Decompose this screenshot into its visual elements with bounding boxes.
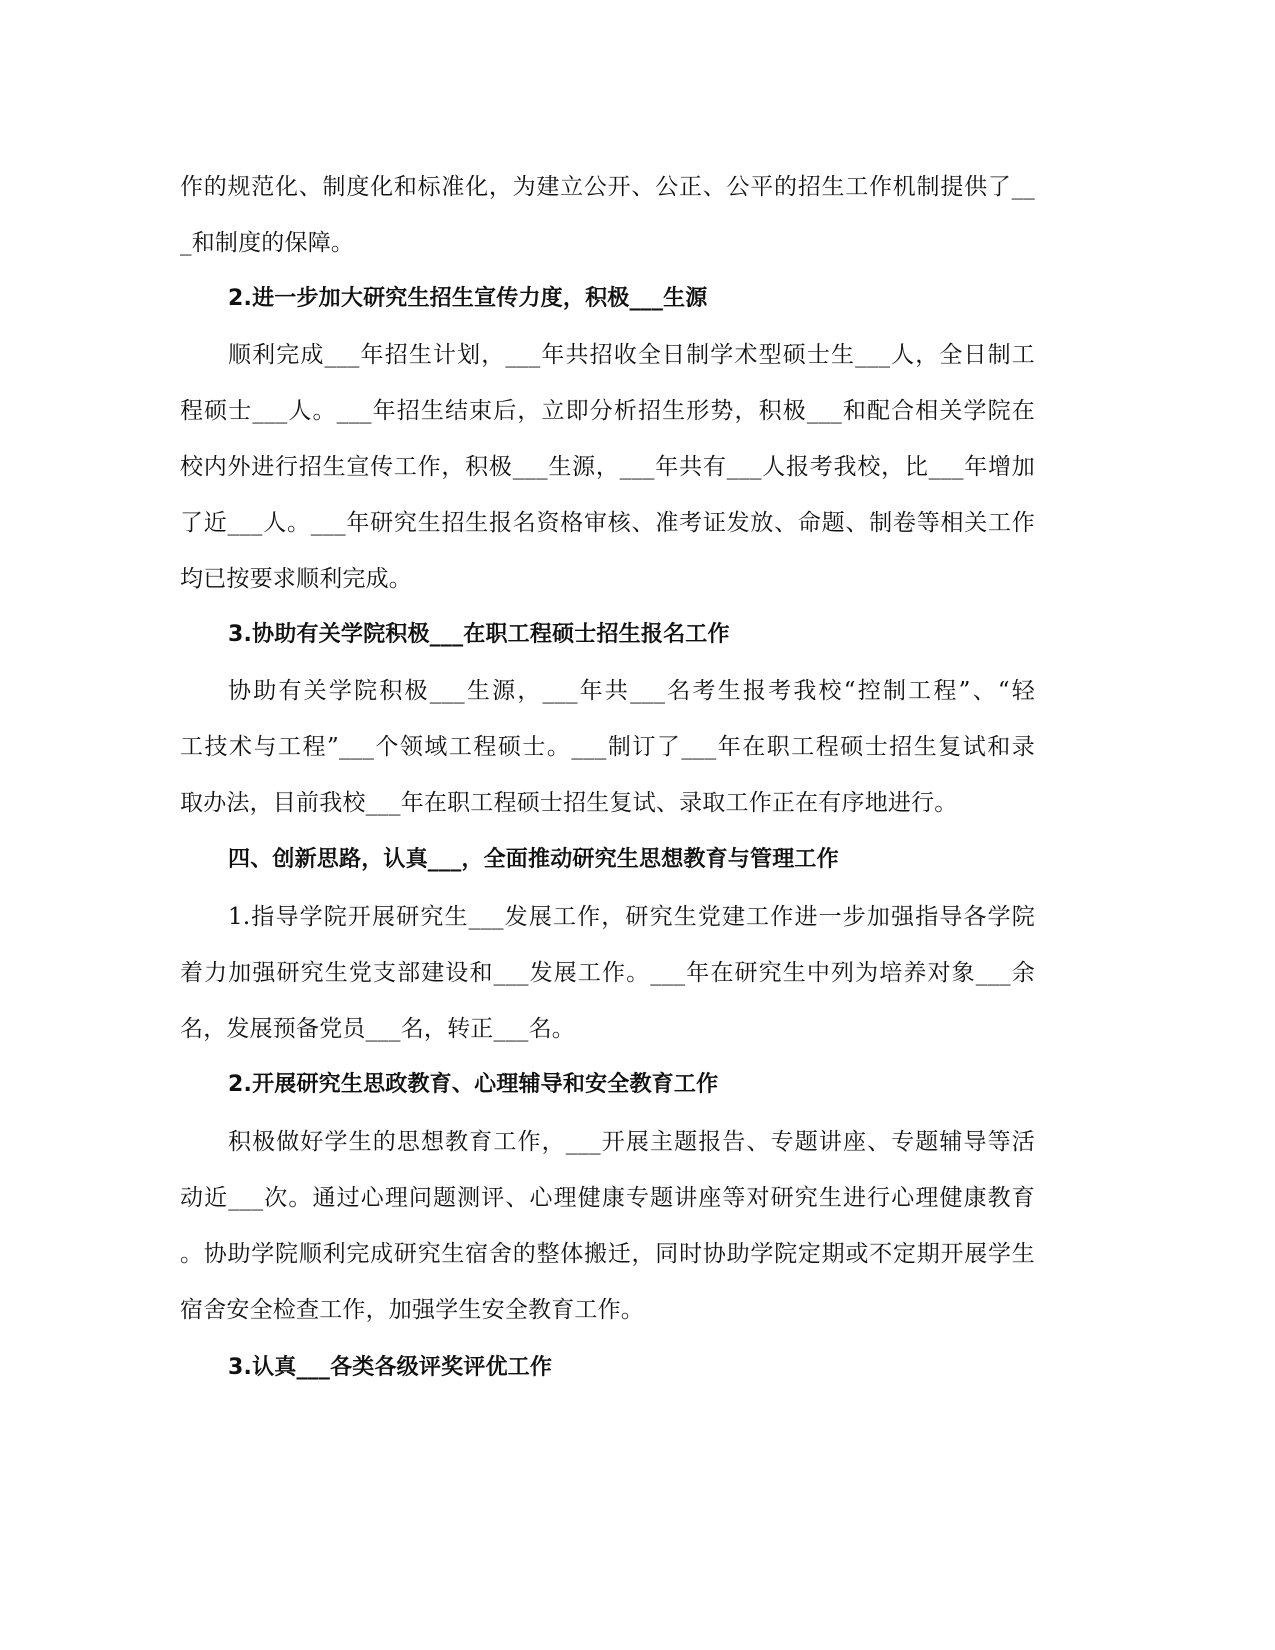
paragraph-line: 均已按要求顺利完成。 (180, 566, 412, 592)
chapter-heading: 四、创新思路，认真___，全面推动研究生思想教育与管理工作 (228, 847, 839, 872)
paragraph-line: 工技术与工程”___个领域工程硕士。___制订了___年在职工程硕士招生复试和录 (180, 734, 1035, 760)
paragraph-line: 了近___人。___年研究生招生报名资格审核、准考证发放、命题、制卷等相关工作 (180, 510, 1035, 536)
paragraph-line: _和制度的保障。 (180, 230, 355, 256)
paragraph-line: 着力加强研究生党支部建设和___发展工作。___年在研究生中列为培养对象___余 (180, 960, 1035, 986)
paragraph-line: 协助有关学院积极___生源，___年共___名考生报考我校“控制工程”、“轻 (228, 678, 1035, 704)
paragraph-line: 积极做好学生的思想教育工作，___开展主题报告、专题讲座、专题辅导等活 (228, 1129, 1035, 1155)
paragraph-line: 动近___次。通过心理问题测评、心理健康专题讲座等对研究生进行心理健康教育 (180, 1185, 1035, 1211)
paragraph-line: 程硕士___人。___年招生结束后，立即分析招生形势，积极___和配合相关学院在 (180, 398, 1035, 424)
paragraph-line: 取办法，目前我校___年在职工程硕士招生复试、录取工作正在有序地进行。 (180, 790, 958, 816)
paragraph-line: 名，发展预备党员___名，转正___名。 (180, 1016, 575, 1042)
paragraph-line: 校内外进行招生宣传工作，积极___生源，___年共有___人报考我校，比___年增加 (180, 454, 1035, 480)
section-heading: 2.开展研究生思政教育、心理辅导和安全教育工作 (228, 1072, 719, 1097)
section-heading: 3.认真___各类各级评奖评优工作 (228, 1355, 553, 1380)
paragraph-line: 顺利完成___年招生计划，___年共招收全日制学术型硕士生___人，全日制工 (228, 342, 1035, 368)
paragraph-line: 作的规范化、制度化和标准化，为建立公开、公正、公平的招生工作机制提供了__ (180, 174, 1035, 200)
section-heading: 2.进一步加大研究生招生宣传力度，积极___生源 (228, 286, 708, 311)
section-heading: 3.协助有关学院积极___在职工程硕士招生报名工作 (228, 622, 730, 647)
paragraph-line: 宿舍安全检查工作，加强学生安全教育工作。 (180, 1297, 644, 1323)
paragraph-line: 。协助学院顺利完成研究生宿舍的整体搬迁，同时协助学院定期或不定期开展学生 (180, 1241, 1035, 1267)
paragraph-line: 1.指导学院开展研究生___发展工作，研究生党建工作进一步加强指导各学院 (228, 904, 1035, 930)
